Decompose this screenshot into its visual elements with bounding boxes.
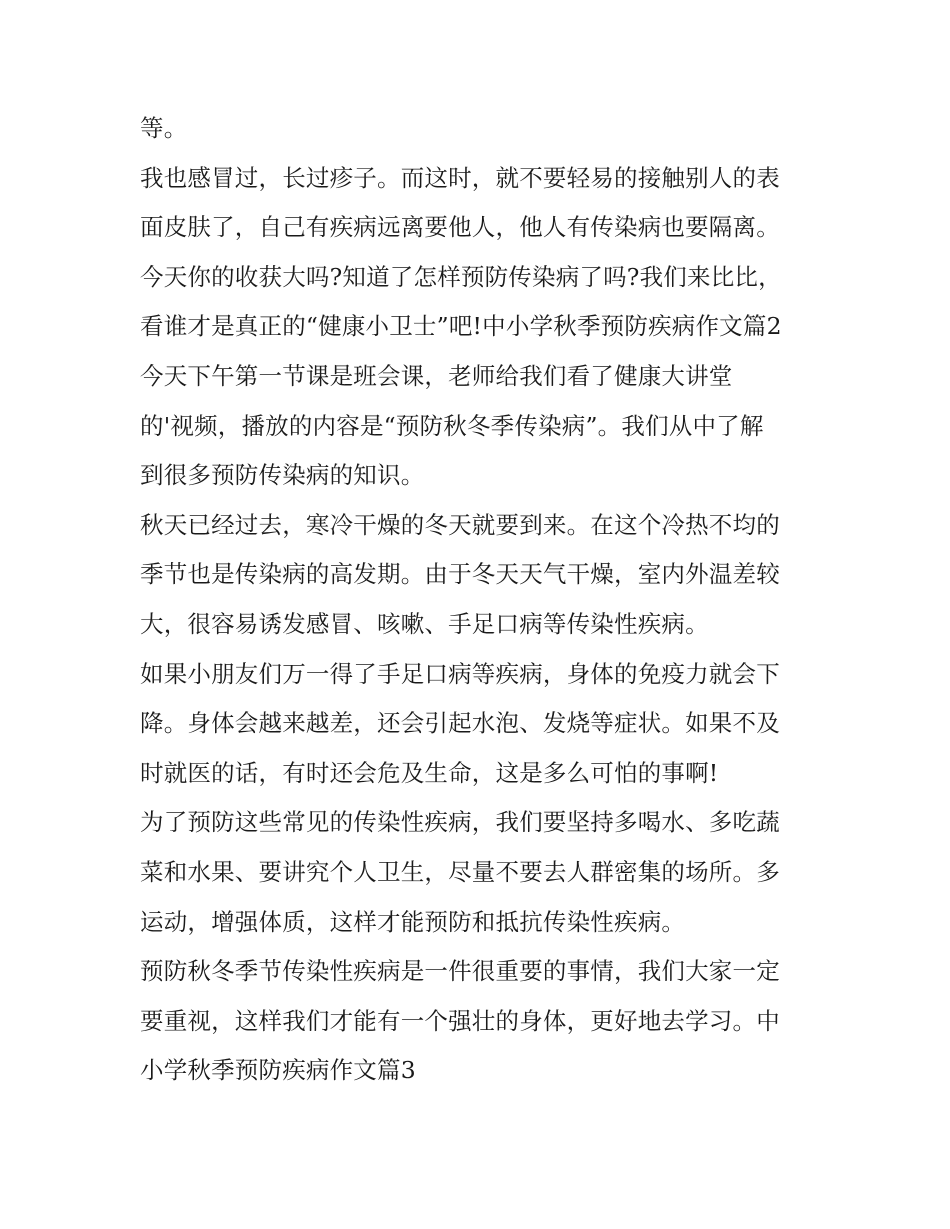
text-line: 看谁才是真正的“健康小卫士”吧!中小学秋季预防疾病作文篇2 (140, 312, 782, 341)
text-line: 秋天已经过去，寒冷干燥的冬天就要到来。在这个冷热不均的 (140, 510, 780, 539)
text-line: 运动，增强体质，这样才能预防和抵抗传染性疾病。 (140, 907, 686, 936)
document-body (140, 104, 830, 1096)
text-line: 为了预防这些常见的传染性疾病，我们要坚持多喝水、多吃蔬 (140, 808, 780, 837)
text-line: 我也感冒过，长过疹子。而这时，就不要轻易的接触别人的表 (140, 163, 780, 192)
text-line: 的'视频，播放的内容是“预防秋冬季传染病”。我们从中了解 (140, 411, 764, 440)
text-line: 季节也是传染病的高发期。由于冬天天气干燥，室内外温差较 (140, 560, 780, 589)
text-line: 降。身体会越来越差，还会引起水泡、发烧等症状。如果不及 (140, 709, 780, 738)
text-line: 预防秋冬季节传染性疾病是一件很重要的事情，我们大家一定 (140, 957, 780, 986)
text-line: 小学秋季预防疾病作文篇3 (140, 1056, 416, 1085)
text-line: 要重视，这样我们才能有一个强壮的身体，更好地去学习。中 (140, 1006, 780, 1035)
text-line: 时就医的话，有时还会危及生命，这是多么可怕的事啊! (140, 758, 719, 787)
text-line: 如果小朋友们万一得了手足口病等疾病，身体的免疫力就会下 (140, 659, 780, 688)
text-line: 今天你的收获大吗?知道了怎样预防传染病了吗?我们来比比， (140, 262, 782, 291)
text-line: 今天下午第一节课是班会课，老师给我们看了健康大讲堂 (140, 361, 733, 390)
text-line: 菜和水果、要讲究个人卫生，尽量不要去人群密集的场所。多 (140, 857, 780, 886)
text-line: 大，很容易诱发感冒、咳嗽、手足口病等传染性疾病。 (140, 609, 709, 638)
text-line: 到很多预防传染病的知识。 (140, 461, 425, 490)
text-line: 面皮肤了，自己有疾病远离要他人，他人有传染病也要隔离。 (140, 213, 780, 242)
text-line: 等。 (140, 114, 188, 142)
